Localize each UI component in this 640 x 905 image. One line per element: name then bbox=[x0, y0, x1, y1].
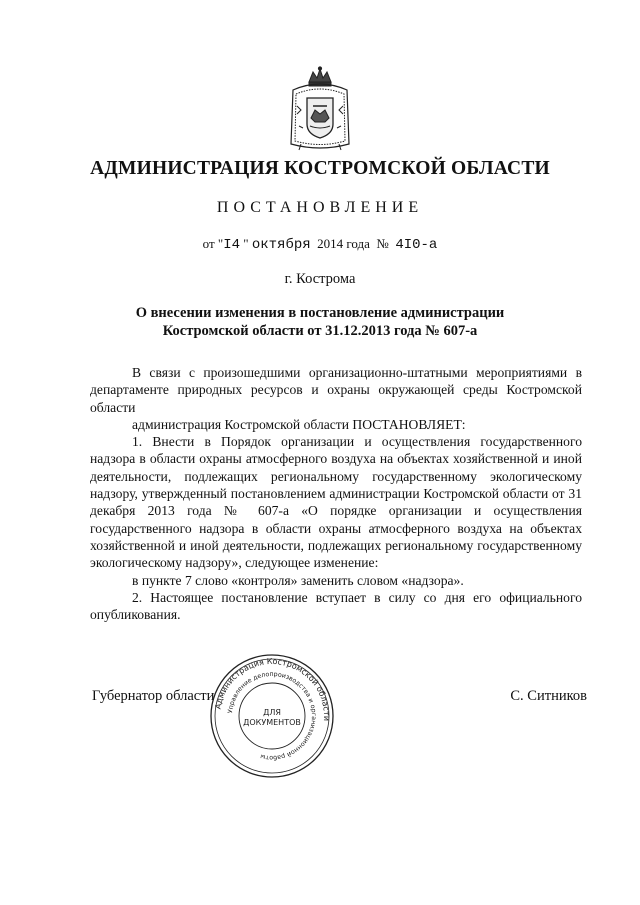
city-name: г. Кострома bbox=[284, 271, 356, 287]
stamp-outer-text: Администрация Костромской области bbox=[213, 656, 332, 722]
paragraph-resolves: администрация Костромской области ПОСТАНОВЛЯЕТ: bbox=[132, 416, 466, 432]
coat-of-arms-icon bbox=[287, 66, 353, 152]
date-day: I4 bbox=[223, 237, 241, 253]
date-line bbox=[0, 236, 640, 253]
title-line-1: О внесении изменения в постановление администрации bbox=[135, 305, 505, 321]
paragraph-item-1: 1. Внести в Порядок организации и осуществления государственного надзора в области охраны атмосферного воздуха на объектах хозяйственной и иной деятельности, подлежащих региональному государственному экологическому надзору, утвержденный постановлением администрации Костромской области от 31 декабря 2013 года № 607-а «О порядке организации и осуществления государственного надзора в области охраны атмосферного воздуха на объектах хозяйственной и иной деятельности, подлежащих региональному государственному экологическому надзору», следующее изменение: bbox=[90, 434, 582, 571]
signatory-name: С. Ситников bbox=[510, 688, 587, 704]
stamp-center-line-2: ДОКУМЕНТОВ bbox=[243, 718, 301, 727]
document-title bbox=[0, 304, 640, 340]
paragraph-change: в пункте 7 слово «контроля» заменить словом «надзора». bbox=[132, 572, 464, 588]
paragraph-item-2: 2. Настоящее постановление вступает в силу со дня его официального опубликования. bbox=[90, 589, 582, 623]
document-body bbox=[90, 364, 582, 623]
document-number: 4I0-а bbox=[395, 237, 438, 253]
title-line-2: Костромской области от 31.12.2013 года № 607-а bbox=[162, 323, 478, 339]
paragraph-preamble: В связи с произошедшими организационно-штатными мероприятиями в департаменте природных ресурсов и охраны окружающей среды Костромской области bbox=[90, 365, 582, 415]
organization-name: АДМИНИСТРАЦИЯ КОСТРОМСКОЙ ОБЛАСТИ bbox=[90, 158, 550, 179]
official-seal-icon bbox=[208, 653, 336, 779]
stamp-center-line-1: ДЛЯ bbox=[263, 708, 281, 717]
date-mid: " bbox=[240, 236, 252, 251]
stamp-inner-text: Управление делопроизводства и организационной работы bbox=[227, 670, 318, 762]
date-year: 2014 года № bbox=[310, 236, 396, 251]
date-month: октября bbox=[251, 237, 311, 253]
date-prefix: от " bbox=[202, 236, 224, 251]
document-type: ПОСТАНОВЛЕНИЕ bbox=[216, 199, 424, 216]
signatory-position: Губернатор области bbox=[92, 688, 215, 704]
